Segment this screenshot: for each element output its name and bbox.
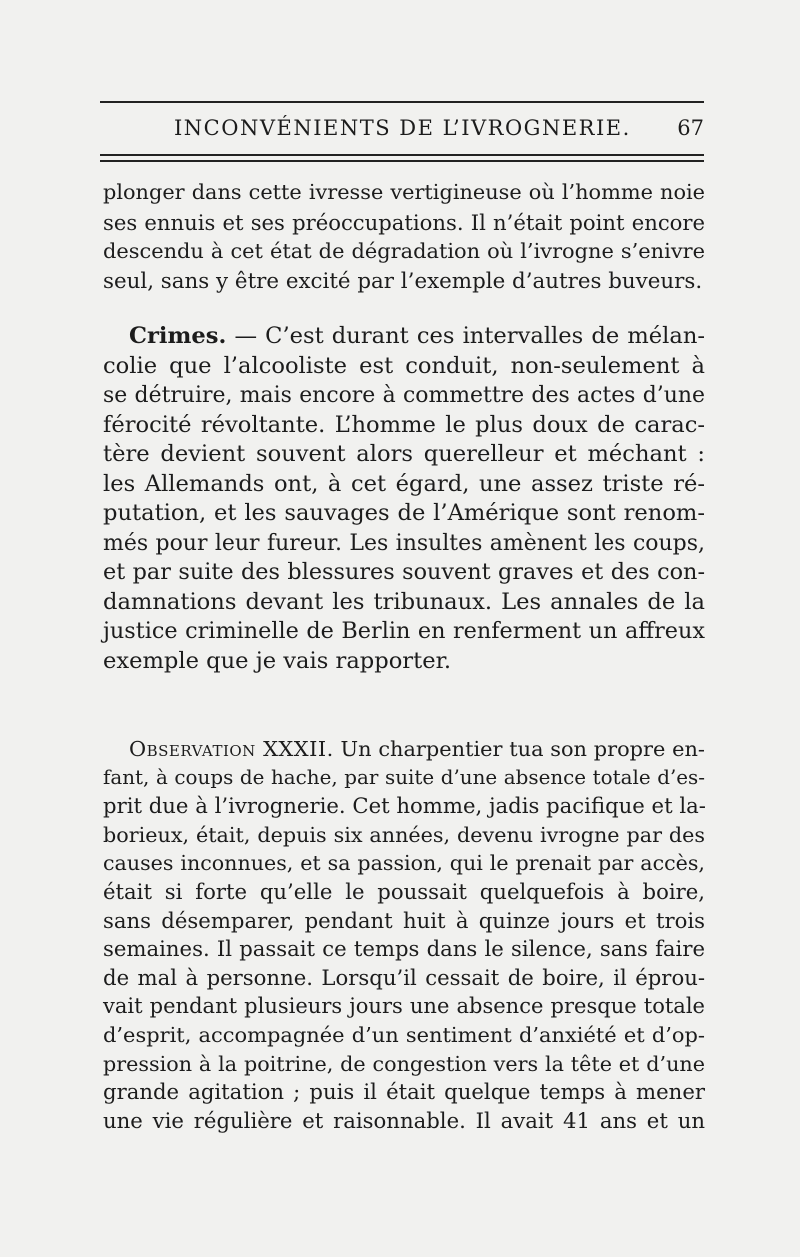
text-line: tère devient souvent alors querelleur et méchant : bbox=[103, 441, 705, 467]
paragraph-observation bbox=[103, 735, 705, 1135]
text-line: se détruire, mais encore à commettre des actes d’une bbox=[103, 383, 705, 408]
text-line bbox=[103, 735, 705, 764]
text-line-rest: Un charpentier tua son propre en- bbox=[333, 737, 705, 761]
text-line: putation, et les sauvages de l’Amérique sont renom- bbox=[103, 500, 705, 526]
text-line: borieux, était, depuis six années, devenu ivrogne par des bbox=[103, 822, 705, 847]
text-line: et par suite des blessures souvent graves et des con- bbox=[103, 559, 705, 585]
running-title: INCONVÉNIENTS DE L’IVROGNERIE. bbox=[174, 116, 631, 140]
text-line: més pour leur fureur. Les insultes amènent les coups, bbox=[103, 530, 705, 556]
text-line: vait pendant plusieurs jours une absence presque totale bbox=[103, 993, 705, 1019]
text-line: semaines. Il passait ce temps dans le silence, sans faire bbox=[103, 936, 705, 962]
text-line: fant, à coups de hache, par suite d’une absence totale d’es- bbox=[103, 765, 705, 789]
text-line: était si forte qu’elle le poussait quelquefois à boire, bbox=[103, 878, 705, 904]
text-line: plonger dans cette ivresse vertigineuse où l’homme noie bbox=[103, 180, 705, 204]
text-line: prit due à l’ivrognerie. Cet homme, jadis pacifique et la- bbox=[103, 793, 706, 819]
text-line: descendu à cet état de dégradation où l’ivrogne s’enivre bbox=[103, 239, 705, 263]
text-line-rest: — C’est durant ces intervalles de mélan- bbox=[226, 323, 705, 349]
text-line: ses ennuis et ses préoccupations. Il n’était point encore bbox=[103, 209, 705, 235]
section-heading-crimes: Crimes. bbox=[129, 323, 227, 349]
header-top-rule bbox=[100, 101, 704, 103]
text-line bbox=[103, 322, 705, 352]
text-line: d’esprit, accompagnée d’un sentiment d’anxiété et d’op- bbox=[103, 1022, 705, 1047]
text-line: causes inconnues, et sa passion, qui le prenait par accès, bbox=[103, 851, 705, 876]
text-line: seul, sans y être excité par l’exemple d’autres buveurs. bbox=[103, 268, 703, 294]
text-line: sans désemparer, pendant huit à quinze jours et trois bbox=[103, 907, 705, 933]
header-bottom-rule-second bbox=[100, 160, 704, 162]
page-number: 67 bbox=[677, 116, 704, 140]
text-line: de mal à personne. Lorsqu’il cessait de boire, il éprou- bbox=[103, 964, 705, 990]
header-bottom-rule bbox=[100, 154, 704, 156]
text-line: une vie régulière et raisonnable. Il avait 41 ans et un bbox=[103, 1107, 705, 1133]
text-line: damnations devant les tribunaux. Les annales de la bbox=[103, 588, 705, 615]
text-line: férocité révoltante. L’homme le plus doux de carac- bbox=[103, 411, 705, 438]
paragraph-continuation bbox=[103, 178, 705, 296]
text-line: colie que l’alcooliste est conduit, non-seulement à bbox=[103, 352, 705, 379]
text-line: justice criminelle de Berlin en renferment un affreux bbox=[103, 618, 705, 644]
text-line: pression à la poitrine, de congestion vers la tête et d’une bbox=[103, 1051, 705, 1076]
paragraph-crimes bbox=[103, 322, 705, 676]
running-head bbox=[100, 116, 704, 146]
observation-label: Observation XXXII. bbox=[129, 737, 334, 761]
text-line: exemple que je vais rapporter. bbox=[103, 647, 452, 674]
text-line: les Allemands ont, à cet égard, une assez triste ré- bbox=[103, 470, 705, 497]
text-line: grande agitation ; puis il était quelque temps à mener bbox=[103, 1079, 705, 1105]
